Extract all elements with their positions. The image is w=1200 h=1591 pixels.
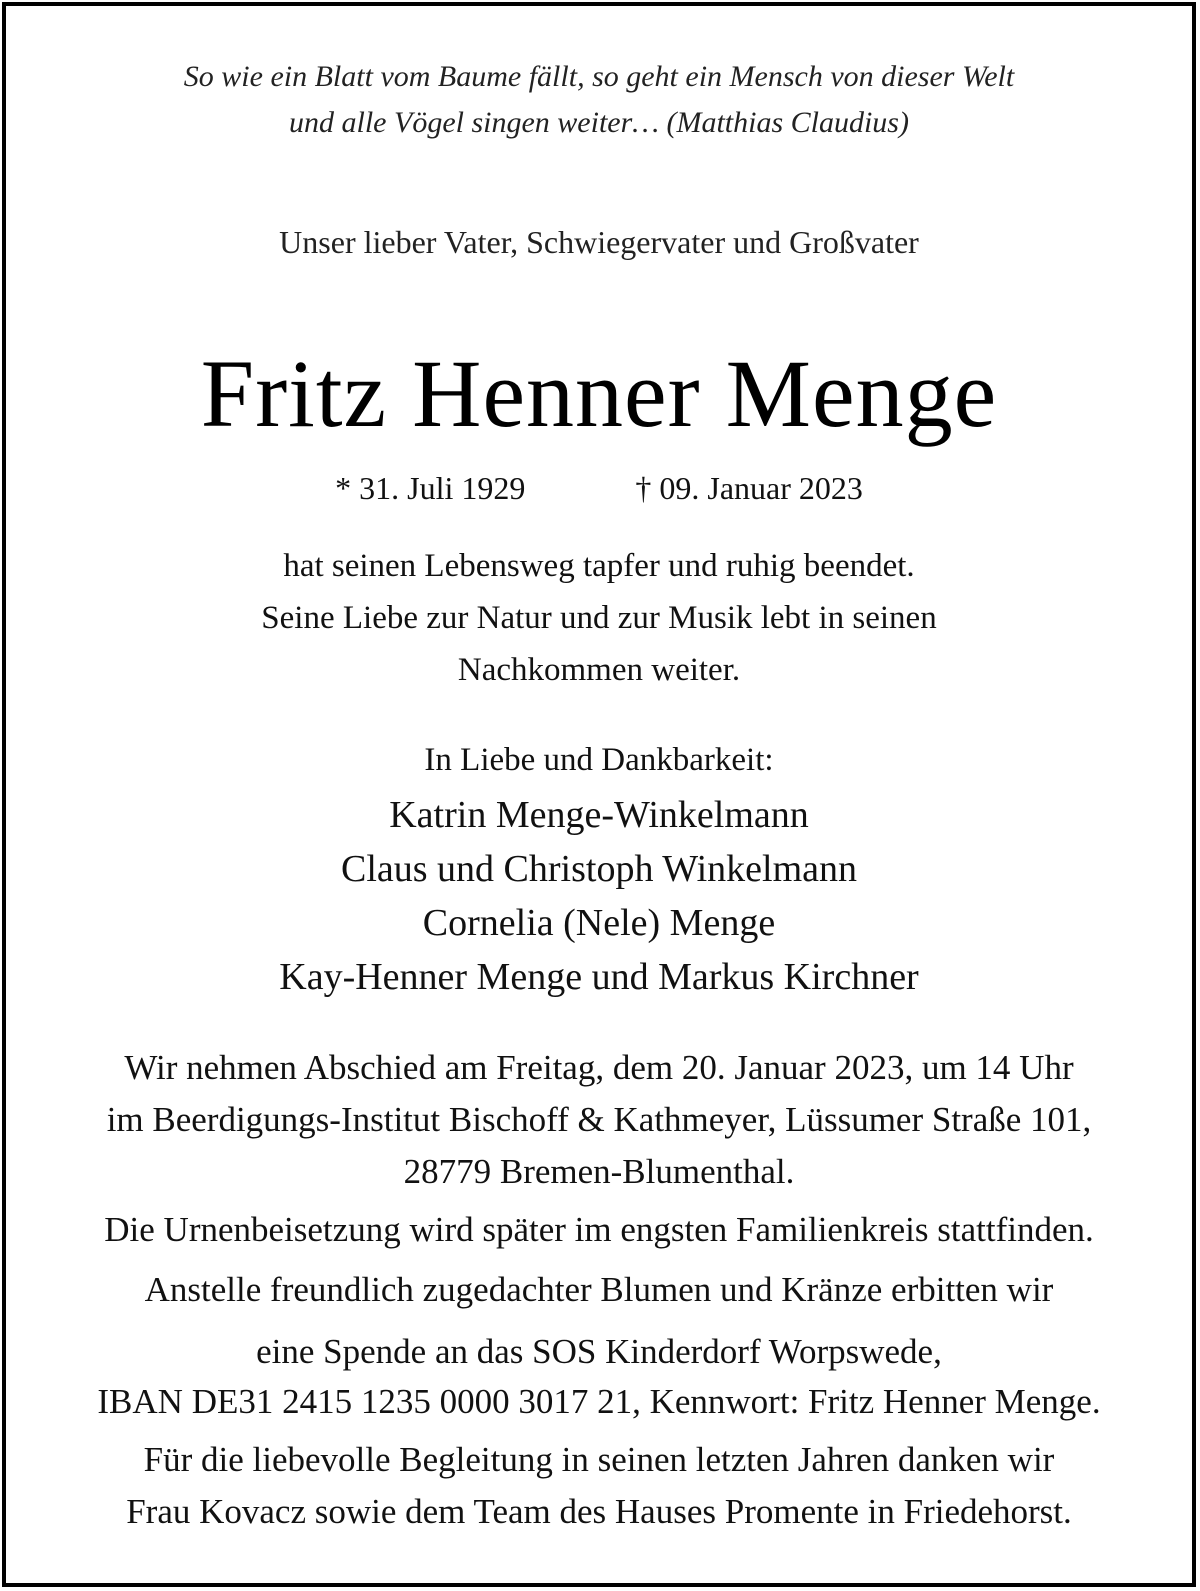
burial-notice: Die Urnenbeisetzung wird später im engsten Familienkreis stattfinden. [104,1210,1094,1249]
birth-date: * 31. Juli 1929 [335,470,526,506]
thanks-line-2: Frau Kovacz sowie dem Team des Hauses Promente in Friedehorst. [126,1492,1072,1531]
message-line-2: Seine Liebe zur Natur und zur Musik lebt in seinen [261,600,937,636]
life-dates [6,472,1192,504]
farewell-line-1: Wir nehmen Abschied am Freitag, dem 20. Januar 2023, um 14 Uhr [124,1048,1074,1087]
death-date: † 09. Januar 2023 [635,470,863,506]
motto-line-2: und alle Vögel singen weiter… (Matthias Claudius) [289,106,909,139]
message-line-3: Nachkommen weiter. [457,652,741,688]
mourner-name: Claus und Christoph Winkelmann [340,848,858,890]
thanks-line-1: Für die liebevolle Begleitung in seinen letzten Jahren danken wir [143,1440,1055,1479]
mourner-name: Katrin Menge-Winkelmann [389,794,809,836]
donation-line-3: IBAN DE31 2415 1235 0000 3017 21, Kennwort: Fritz Henner Menge. [97,1382,1101,1421]
deceased-name: Fritz Henner Menge [200,340,998,447]
obituary-card [2,2,1196,1587]
mourner-name: Kay-Henner Menge und Markus Kirchner [279,956,919,998]
message-line-1: hat seinen Lebensweg tapfer und ruhig beendet. [283,548,915,584]
donation-line-2: eine Spende an das SOS Kinderdorf Worpswede, [256,1332,942,1371]
donation-line-1: Anstelle freundlich zugedachter Blumen und Kränze erbitten wir [144,1270,1054,1309]
farewell-line-3: 28779 Bremen-Blumenthal. [403,1152,795,1191]
intro-text: Unser lieber Vater, Schwiegervater und Großvater [279,224,919,260]
farewell-line-2: im Beerdigungs-Institut Bischoff & Kathmeyer, Lüssumer Straße 101, [106,1100,1092,1139]
mourner-name: Cornelia (Nele) Menge [422,902,776,944]
mourners-heading: In Liebe und Dankbarkeit: [424,742,774,778]
motto-line-1: So wie ein Blatt vom Baume fällt, so geht ein Mensch von dieser Welt [183,60,1015,93]
